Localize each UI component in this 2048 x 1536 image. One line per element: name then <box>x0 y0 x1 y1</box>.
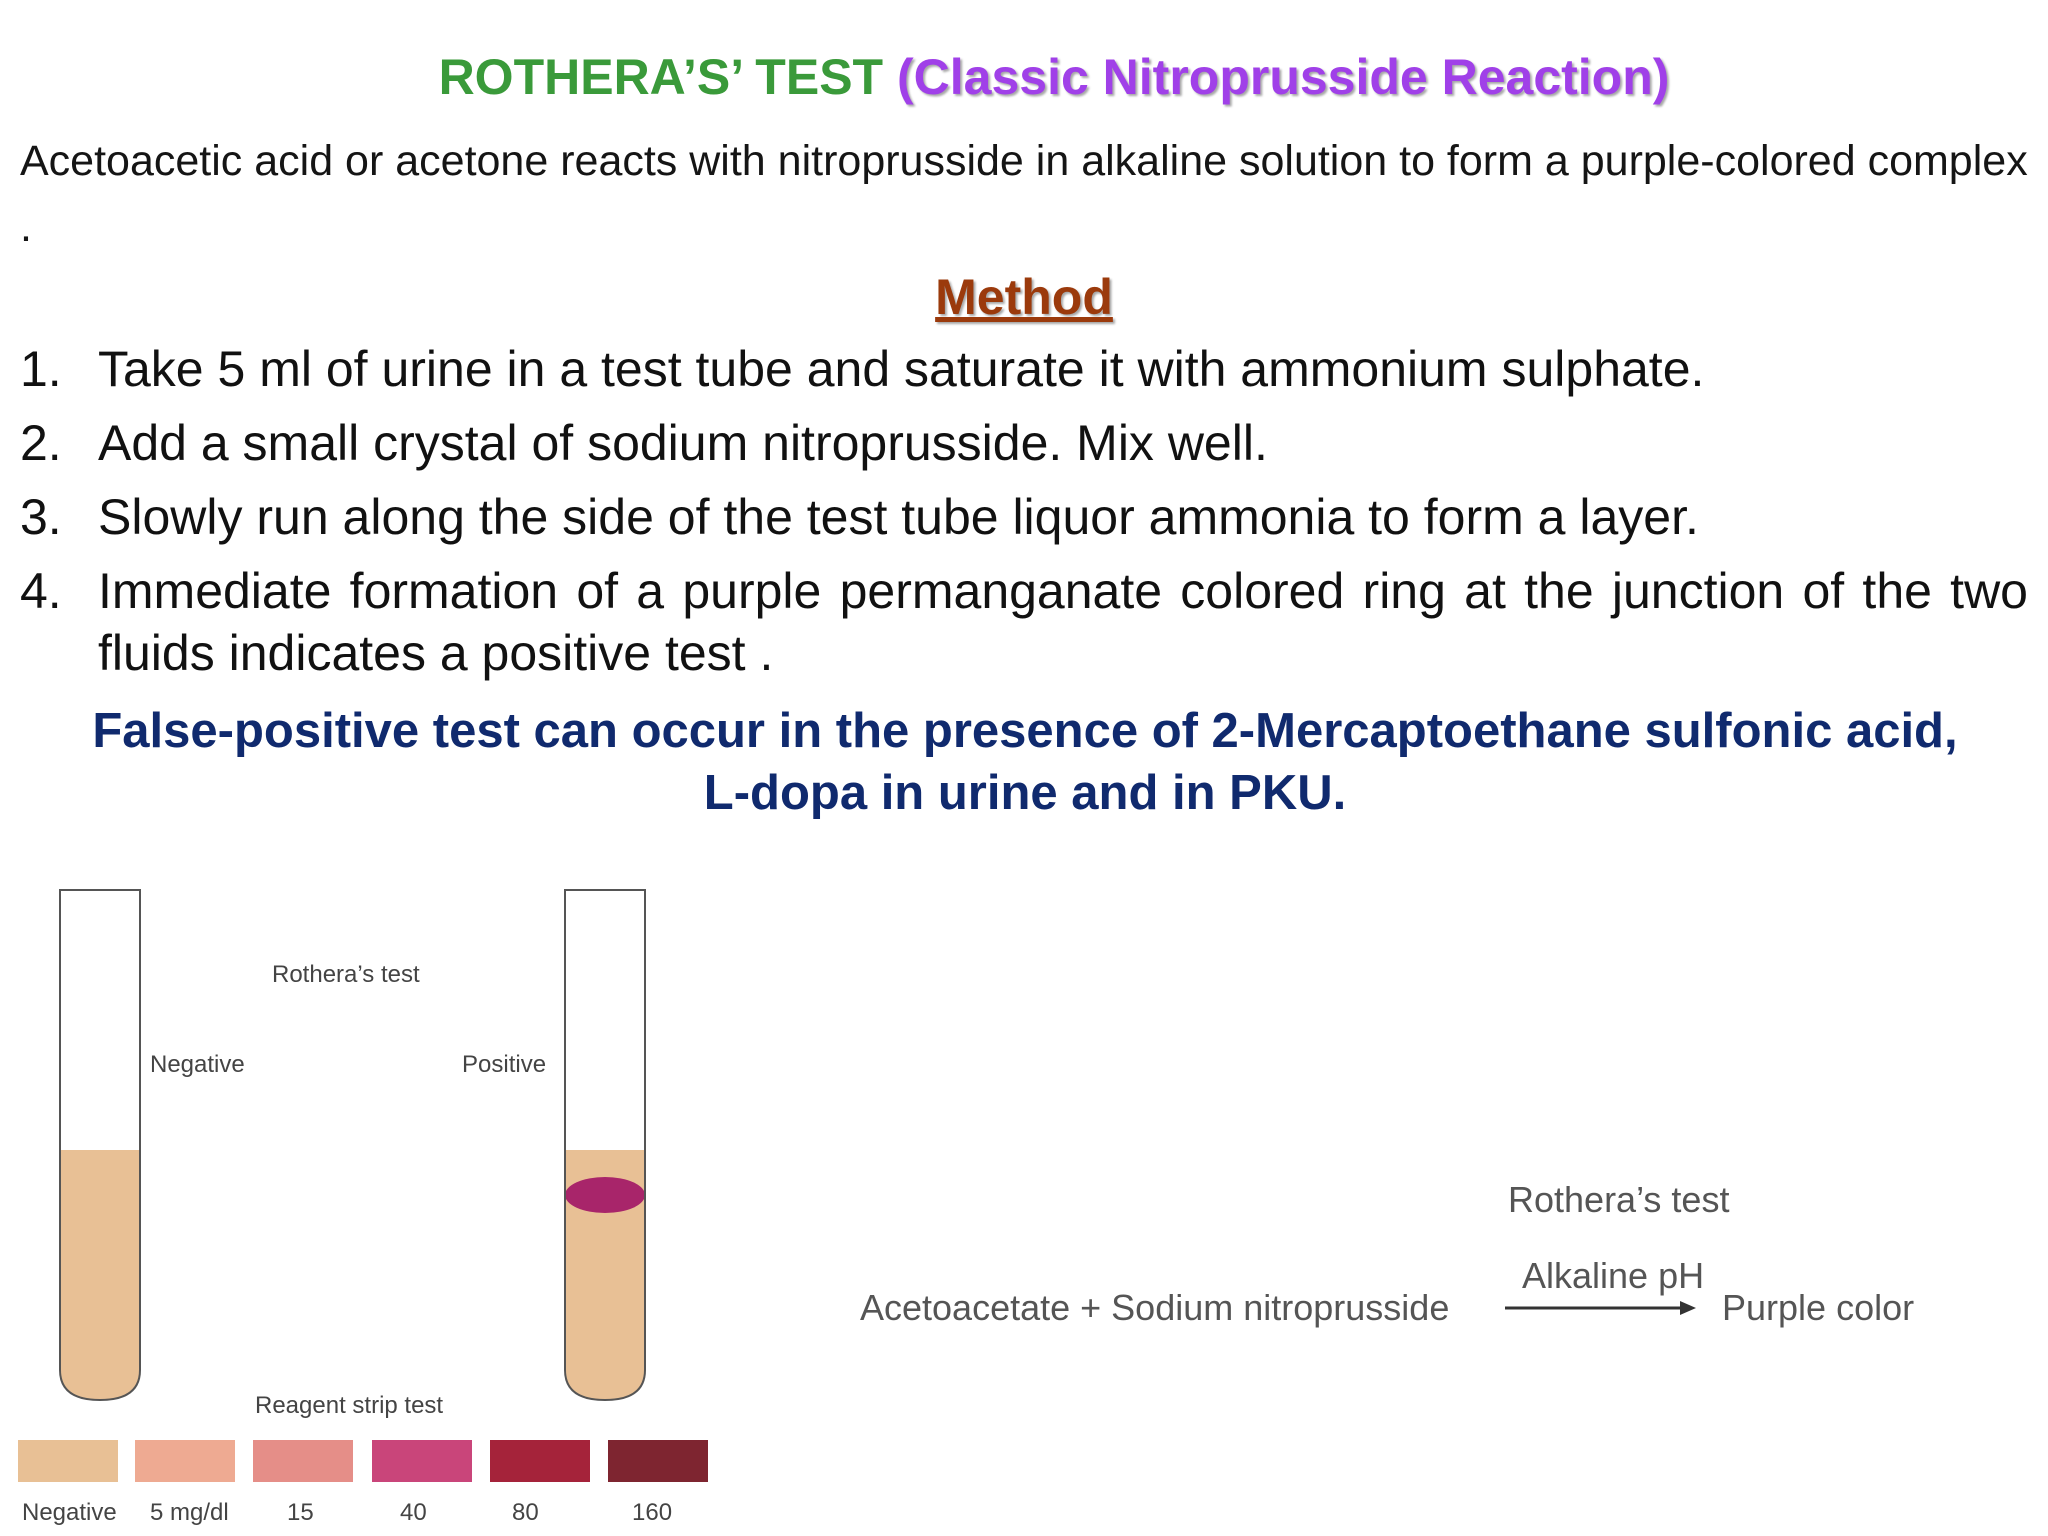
strip-label-5: 5 mg/dl <box>150 1499 229 1526</box>
intro-paragraph: Acetoacetic acid or acetone reacts with nitroprusside in alkaline solution to form a purple-colored complex . <box>20 137 2028 251</box>
strip-swatch-80 <box>490 1440 590 1482</box>
reaction-equation <box>860 1160 2040 1360</box>
reaction-reactants: Acetoacetate + Sodium nitroprusside <box>860 1287 1450 1328</box>
step-text: Immediate formation of a purple permanganate colored ring at the junction of the two fluids indicates a positive test . <box>98 563 2028 681</box>
step-number: 4. <box>20 563 62 619</box>
strip-label-negative: Negative <box>22 1499 117 1526</box>
negative-tube-fluid <box>60 1150 140 1410</box>
strip-swatch-40 <box>372 1440 472 1482</box>
reagent-strip <box>18 1440 708 1526</box>
strip-swatch-160 <box>608 1440 708 1482</box>
step-item <box>20 412 2028 474</box>
reaction-title: Rothera’s test <box>1508 1179 1730 1220</box>
negative-tube <box>60 890 140 1410</box>
title-subtitle: (Classic Nitroprusside Reaction) <box>897 49 1670 105</box>
warning-line-2: L-dopa in urine and in PKU. <box>703 766 1347 820</box>
rothera-test-label: Rothera’s test <box>272 961 420 988</box>
reaction-product: Purple color <box>1722 1287 1915 1328</box>
step-number: 1. <box>20 341 62 397</box>
purple-ring <box>565 1177 645 1213</box>
negative-label: Negative <box>150 1051 245 1078</box>
step-text: Slowly run along the side of the test tube liquor ammonia to form a layer. <box>98 489 1699 545</box>
test-tube-figure <box>0 880 720 1536</box>
page-title <box>0 48 2048 106</box>
step-number: 2. <box>20 415 62 471</box>
strip-label-15: 15 <box>287 1499 314 1526</box>
method-steps <box>20 338 2028 696</box>
step-item <box>20 560 2028 684</box>
strip-swatch-15 <box>253 1440 353 1482</box>
reagent-strip-label: Reagent strip test <box>255 1392 444 1419</box>
reaction-condition: Alkaline pH <box>1522 1255 1705 1296</box>
strip-label-160: 160 <box>632 1499 673 1526</box>
reaction-arrow <box>1505 1301 1696 1315</box>
title-main: ROTHERA’S’ TEST <box>438 49 884 105</box>
step-text: Take 5 ml of urine in a test tube and saturate it with ammonium sulphate. <box>98 341 1705 397</box>
strip-label-40: 40 <box>400 1499 427 1526</box>
positive-tube <box>565 890 645 1410</box>
step-item <box>20 486 2028 548</box>
warning-line-1: False-positive test can occur in the presence of 2-Mercaptoethane sulfonic acid, <box>92 704 1958 758</box>
false-positive-warning <box>20 700 2030 824</box>
step-number: 3. <box>20 489 62 545</box>
method-heading: Method <box>935 269 1113 325</box>
strip-swatch-5 <box>135 1440 235 1482</box>
positive-label: Positive <box>462 1051 547 1078</box>
strip-swatch-negative <box>18 1440 118 1482</box>
strip-label-80: 80 <box>512 1499 539 1526</box>
step-text: Add a small crystal of sodium nitroprusside. Mix well. <box>98 415 1268 471</box>
step-item <box>20 338 2028 400</box>
